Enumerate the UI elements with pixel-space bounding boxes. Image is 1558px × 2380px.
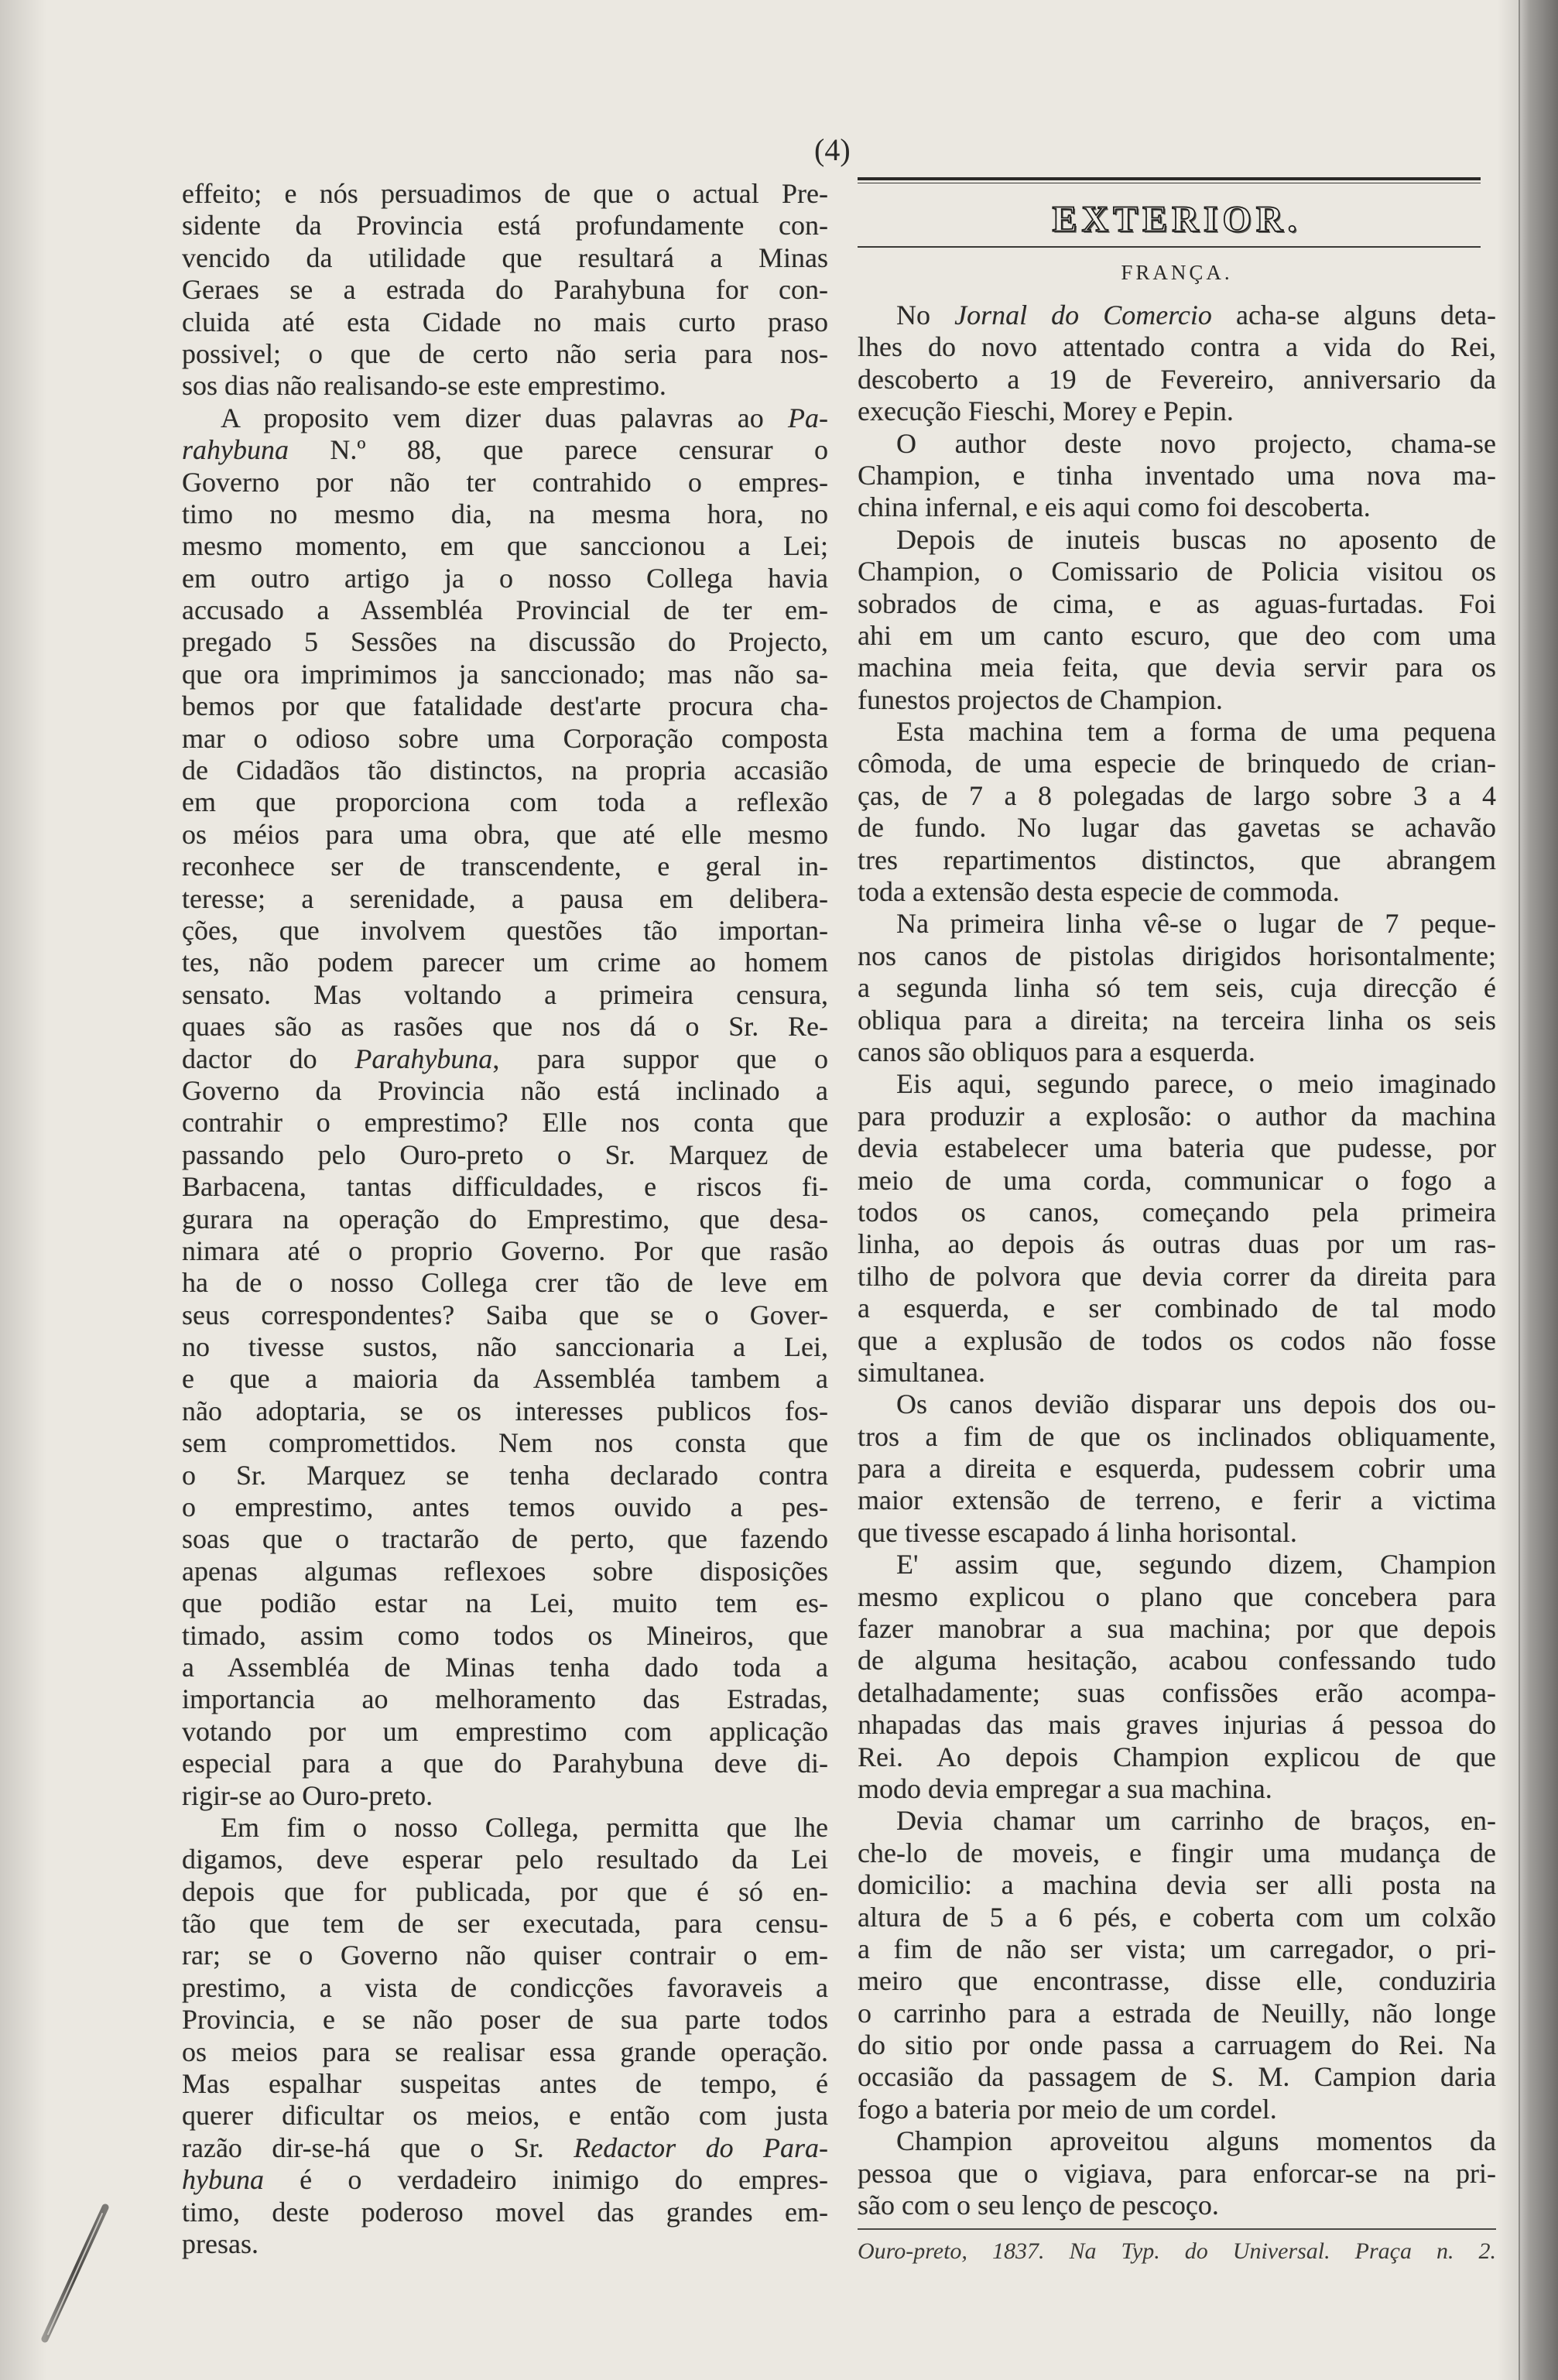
text-line: especial para a que do Parahybuna deve di- [182, 1748, 828, 1779]
italic-text-run: rahybuna [182, 434, 289, 466]
text-line: rigir-se ao Ouro-preto. [182, 1779, 433, 1811]
text-line: em que proporciona com toda a reflexão [182, 786, 828, 818]
text-run: N.º 88, que parece censurar o [289, 434, 828, 466]
text-line: o Sr. Marquez se tenha declarado contra [182, 1459, 828, 1491]
text-line [182, 402, 828, 434]
text-line: che-lo de moveis, e fingir uma mudança de [858, 1837, 1496, 1868]
text-line: Os canos devião disparar uns depois dos ou- [896, 1389, 1496, 1420]
text-line: devia estabelecer uma bateria que pudesse, por [858, 1132, 1496, 1164]
text-line: presas. [182, 2228, 259, 2259]
text-line: cluida até esta Cidade no mais curto praso [182, 306, 828, 337]
text-line: Governo da Provincia não está inclinado a [182, 1074, 828, 1106]
paragraph [858, 428, 1496, 524]
text-line: Em fim o nosso Collega, permitta que lhe [221, 1811, 828, 1843]
text-line: Devia chamar um carrinho de braços, en- [896, 1805, 1496, 1837]
text-line: toda a extensão desta especie de commoda. [858, 876, 1340, 908]
text-line: votando por um emprestimo com applicação [182, 1715, 828, 1747]
text-line: occasião da passagem de S. M. Campion daria [858, 2061, 1496, 2093]
text-run: A proposito vem dizer duas palavras ao [221, 402, 789, 433]
text-line: Rei. Ao depois Champion explicou de que [858, 1741, 1496, 1772]
text-line: seus correspondentes? Saiba que se o Gover- [182, 1299, 828, 1330]
text-line: do sitio por onde passa a carruagem do Rei. Na [858, 2029, 1496, 2061]
text-line: prestimo, a vista de condicções favoraveis a [182, 1971, 828, 2003]
pen-tip-icon [31, 2198, 116, 2345]
text-line: bemos por que fatalidade dest'arte procura cha- [182, 690, 828, 722]
italic-text-run: Pa- [788, 402, 828, 433]
text-line: descoberto a 19 de Fevereiro, anniversario da [858, 363, 1496, 395]
text-line: simultanea. [858, 1356, 985, 1388]
text-line: O author deste novo projecto, chama-se [896, 427, 1496, 459]
text-line: sensato. Mas voltando a primeira censura, [182, 978, 828, 1010]
text-line: tres repartimentos distinctos, que abrangem [858, 844, 1496, 875]
text-line: execução Fieschi, Morey e Pepin. [858, 396, 1234, 427]
text-line: funestos projectos de Champion. [858, 683, 1223, 715]
text-line: maior extensão de terreno, e ferir a victima [858, 1485, 1496, 1516]
text-run: é o verdadeiro inimigo do empres- [263, 2164, 828, 2196]
paragraph [858, 524, 1496, 716]
text-line: tão que tem de ser executada, para censu- [182, 1908, 828, 1940]
text-line [182, 2132, 828, 2164]
text-line: sobrados de cima, e as aguas-furtadas. Foi [858, 587, 1496, 619]
text-line: linha, ao depois ás outras duas por um ras- [858, 1228, 1496, 1260]
scan-left-edge-shadow [0, 0, 46, 2380]
text-line: digamos, deve esperar pelo resultado da Lei [182, 1844, 828, 1875]
text-line: pessoa que o vigiava, para enforcar-se na pri- [858, 2157, 1496, 2189]
text-line: soas que o tractarão de perto, que fazendo [182, 1523, 828, 1555]
text-line: ças, de 7 a 8 polegadas de largo sobre 3 a 4 [858, 779, 1496, 811]
subsection-title: FRANÇA. [1121, 261, 1233, 284]
text-run: , para suppor que o [492, 1043, 828, 1074]
text-line: a esquerda, e ser combinado de tal modo [858, 1293, 1496, 1324]
text-line: são com o seu lenço de pescoço. [858, 2190, 1219, 2221]
paragraph [858, 716, 1496, 908]
text-line: gurara na operação do Emprestimo, que desa- [182, 1203, 828, 1235]
text-line: mar o odioso sobre uma Corporação composta [182, 722, 828, 754]
text-line: que a explusão de todos os codos não fosse [858, 1324, 1496, 1356]
text-line: Na primeira linha vê-se o lugar de 7 peque- [896, 908, 1496, 940]
text-line: tilho de polvora que devia correr da direita para [858, 1260, 1496, 1292]
text-line: china infernal, e eis aqui como foi descoberta. [858, 491, 1371, 523]
text-line: todos os canos, começando pela primeira [858, 1196, 1496, 1228]
paragraph [858, 1389, 1496, 1549]
text-line: meio de uma corda, communicar o fogo a [858, 1164, 1496, 1196]
paragraph [858, 1068, 1496, 1389]
text-line: tes, não podem parecer um crime ao homem [182, 947, 828, 978]
text-line: reconhece ser de transcendente, e geral in- [182, 851, 828, 882]
text-line: no tivesse sustos, não sanccionaria a Lei, [182, 1331, 828, 1363]
section-title: EXTERIOR. [1052, 199, 1302, 240]
text-line: que ora imprimimos ja sanccionado; mas não sa- [182, 658, 828, 690]
text-line [182, 2164, 828, 2196]
left-column [182, 178, 828, 2260]
text-line: Governo por não ter contrahido o empres- [182, 466, 828, 498]
text-line: apenas algumas reflexoes sobre disposições [182, 1555, 828, 1587]
text-line: timo no mesmo dia, na mesma hora, no [182, 498, 828, 529]
text-line: Champion, o Comissario de Policia visitou os [858, 556, 1496, 587]
text-line: fazer manobrar a sua machina; por que depois [858, 1613, 1496, 1645]
italic-text-run: Jornal do Comercio [954, 300, 1212, 330]
text-line: altura de 5 a 6 pés, e coberta com um colxão [858, 1901, 1496, 1933]
text-line: quaes são as rasões que nos dá o Sr. Re- [182, 1011, 828, 1043]
paragraph [858, 300, 1496, 428]
text-line: ha de o nosso Collega crer tão de leve em [182, 1267, 828, 1299]
text-line [858, 300, 1496, 331]
text-line: vencido da utilidade que resultará a Minas [182, 241, 828, 273]
text-line: e que a maioria da Assembléa tambem a [182, 1363, 828, 1395]
text-line: ções, que involvem questões tão importan- [182, 914, 828, 946]
header-double-rule [858, 177, 1481, 183]
text-line: Mas espalhar suspeitas antes de tempo, é [182, 2068, 828, 2100]
paragraph [182, 178, 828, 402]
text-line: fogo a bateria por meio de um cordel. [858, 2093, 1277, 2125]
paragraph [858, 908, 1496, 1068]
text-line: machina meia feita, que devia servir para os [858, 652, 1496, 683]
text-line: obliqua para a direita; na terceira linha os seis [858, 1004, 1496, 1036]
text-line: para a direita e esquerda, pudessem cobrir uma [858, 1453, 1496, 1485]
text-line: importancia ao melhoramento das Estradas, [182, 1683, 828, 1715]
text-line: Depois de inuteis buscas no aposento de [896, 523, 1496, 555]
imprint-footer: Ouro-preto, 1837. Na Typ. do Universal. Praça n. 2. [858, 2238, 1496, 2264]
footer-rule [858, 2228, 1496, 2230]
text-line: os méios para uma obra, que até elle mesmo [182, 818, 828, 850]
text-line: rar; se o Governo não quiser contrair o em- [182, 1940, 828, 1971]
text-line: não adoptaria, se os interesses publicos fos- [182, 1395, 828, 1426]
text-line: Champion, e tinha inventado uma nova ma- [858, 459, 1496, 491]
paragraph [858, 1805, 1496, 2125]
text-line: nos canos de pistolas dirigidos horisontalmente; [858, 940, 1496, 971]
text-line: timado, assim como todos os Mineiros, que [182, 1619, 828, 1651]
text-line: tros a fim de que os inclinados obliquamente, [858, 1420, 1496, 1452]
text-line: canos são obliquos para a esquerda. [858, 1036, 1255, 1067]
italic-text-run: Parahybuna [354, 1043, 493, 1074]
text-line: que podião estar na Lei, muito tem es- [182, 1587, 828, 1619]
text-line: em outro artigo ja o nosso Collega havia [182, 562, 828, 594]
text-line: de alguma hesitação, acabou confessando tudo [858, 1645, 1496, 1676]
text-line: os meios para se realisar essa grande operação. [182, 2036, 828, 2067]
text-line: mesmo momento, em que sanccionou a Lei; [182, 530, 828, 562]
text-line: sidente da Provincia está profundamente con- [182, 210, 828, 241]
text-line: mesmo explicou o plano que concebera para [858, 1580, 1496, 1612]
paragraph [182, 1812, 828, 2260]
text-line [182, 1043, 828, 1075]
text-line [182, 434, 828, 466]
text-run: dactor do [182, 1043, 355, 1074]
text-line: depois que for publicada, por que é só en- [182, 1875, 828, 1907]
text-line: meiro que encontrasse, disse elle, conduziria [858, 1965, 1496, 1997]
text-line: de Cidadãos tão distinctos, na propria accasião [182, 755, 828, 786]
text-line: Champion aproveitou alguns momentos da [896, 2125, 1496, 2157]
right-column [858, 300, 1496, 2221]
text-line: Esta machina tem a forma de uma pequena [896, 716, 1496, 748]
text-line: domicilio: a machina devia ser alli posta na [858, 1869, 1496, 1901]
text-line: detalhadamente; suas confissões erão acompa- [858, 1676, 1496, 1708]
text-run: No [896, 300, 955, 330]
paragraph [182, 402, 828, 1812]
text-line: querer dificultar os meios, e então com justa [182, 2100, 828, 2132]
text-line: teresse; a serenidade, a pausa em delibera- [182, 882, 828, 914]
text-run: acha-se alguns deta- [1211, 300, 1496, 330]
text-line: lhes do novo attentado contra a vida do Rei, [858, 331, 1496, 363]
text-line: nhapadas das mais graves injurias á pessoa do [858, 1709, 1496, 1741]
text-line: pregado 5 Sessões na discussão do Projecto, [182, 626, 828, 658]
text-line: modo devia empregar a sua machina. [858, 1772, 1272, 1804]
text-line: a fim de não ser vista; um carregador, o pri- [858, 1933, 1496, 1964]
text-line: o carrinho para a estrada de Neuilly, não longe [858, 1997, 1496, 2029]
text-line: Provincia, e se não poser de sua parte todos [182, 2004, 828, 2036]
text-line: contrahir o emprestimo? Elle nos conta que [182, 1107, 828, 1139]
text-line: a Assembléa de Minas tenha dado toda a [182, 1651, 828, 1683]
header-rule [858, 246, 1481, 248]
text-line: de fundo. No lugar das gavetas se achavão [858, 812, 1496, 844]
text-line: nimara até o proprio Governo. Por que rasão [182, 1235, 828, 1266]
text-line: ahi em um canto escuro, que deo com uma [858, 619, 1496, 651]
text-line: sem compromettidos. Nem nos consta que [182, 1427, 828, 1459]
text-line: passando pelo Ouro-preto o Sr. Marquez de [182, 1139, 828, 1170]
text-line: E' assim que, segundo dizem, Champion [896, 1549, 1496, 1580]
text-line: para produzir a explosão: o author da machina [858, 1100, 1496, 1132]
page-number: (4) [814, 132, 851, 167]
text-line: a segunda linha só tem seis, cuja direcção é [858, 972, 1496, 1004]
text-line: effeito; e nós persuadimos de que o actual Pre- [182, 178, 828, 209]
italic-text-run: Redactor do Para- [574, 2132, 828, 2163]
text-line: sos dias não realisando-se este emprestimo. [182, 370, 666, 402]
paragraph [858, 2125, 1496, 2221]
text-line: que tivesse escapado á linha horisontal. [858, 1516, 1297, 1548]
text-line: accusado a Assembléa Provincial de ter em- [182, 594, 828, 626]
scan-right-border [1519, 0, 1558, 2380]
paragraph [858, 1549, 1496, 1805]
text-line: timo, deste poderoso movel das grandes em- [182, 2196, 828, 2228]
text-line: o emprestimo, antes temos ouvido a pes- [182, 1491, 828, 1523]
text-run: razão dir-se-há que o Sr. [182, 2132, 574, 2163]
text-line: Eis aqui, segundo parece, o meio imaginado [896, 1068, 1496, 1100]
scan-right-edge-shadow [1498, 0, 1519, 2380]
text-line: possivel; o que de certo não seria para nos- [182, 337, 828, 369]
text-line: Geraes se a estrada do Parahybuna for con- [182, 274, 828, 306]
italic-text-run: hybuna [182, 2164, 264, 2196]
text-line: Barbacena, tantas difficuldades, e riscos fi- [182, 1171, 828, 1203]
text-line: cômoda, de uma especie de brinquedo de crian- [858, 748, 1496, 779]
